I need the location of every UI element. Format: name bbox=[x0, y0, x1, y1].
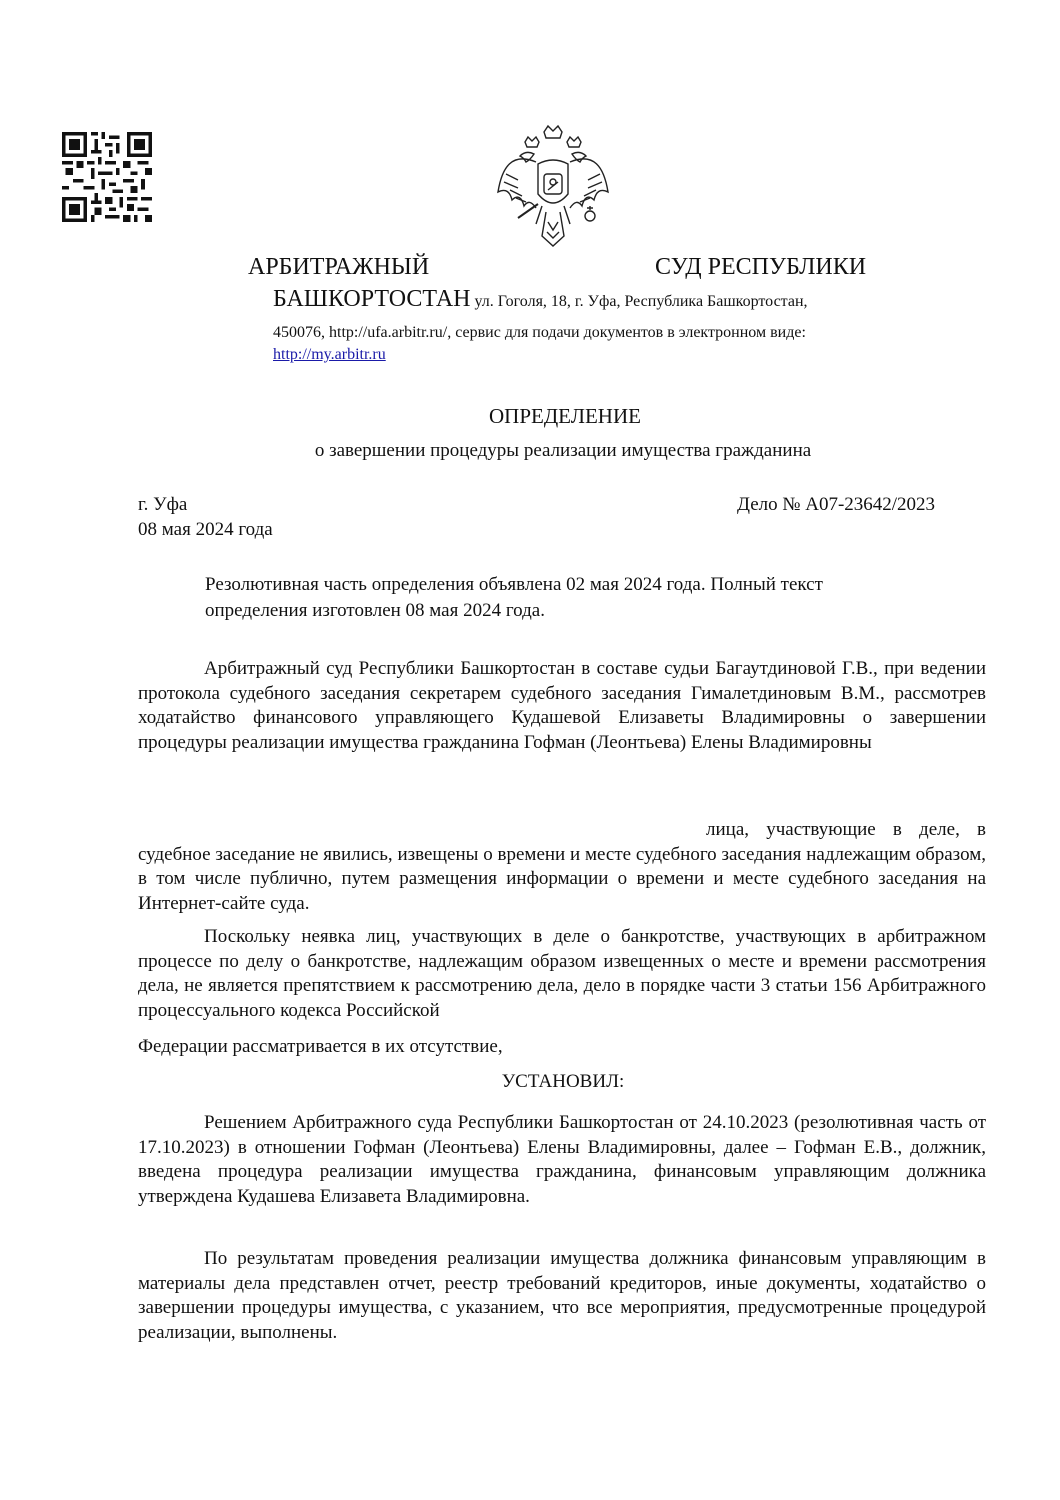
court-name-part1: АРБИТРАЖНЫЙ bbox=[248, 254, 430, 280]
paragraph-absence-end: Федерации рассматривается в их отсутствие, bbox=[138, 1036, 503, 1057]
place: г. Уфа bbox=[138, 494, 188, 515]
paragraph-results: По результатам проведения реализации имущества должника финансовым управляющим в материалы дела представлен отчет, реестр требований кредиторов, иные документы, ходатайство о завершении процедуры имущества, с указанием, что все мероприятия, предусмотренные процедурой реализации, выполнены. bbox=[138, 1248, 986, 1343]
paragraph-decision: Решением Арбитражного суда Республики Башкортостан от 24.10.2023 (резолютивная часть от 17.10.2023) в отношении Гофман (Леонтьева) Елены Владимировны, далее – Гофман Е.В., должник, введена процедура реализации имущества гражданина, финансовым управляющим должника утверждена Кудашева Елизавета Владимировна. bbox=[138, 1112, 986, 1207]
court-name-part2: СУД РЕСПУБЛИКИ bbox=[655, 254, 867, 280]
document-date: 08 мая 2024 года bbox=[138, 519, 273, 540]
announcement-note: Резолютивная часть определения объявлена 02 мая 2024 года. Полный текст определения изготовлен 08 мая 2024 года. bbox=[205, 574, 823, 621]
coat-of-arms-icon bbox=[492, 122, 614, 254]
paragraph-absence: Поскольку неявка лиц, участвующих в деле о банкротстве, участвующих в арбитражном процессе по делу о банкротстве, надлежащим образом извещенных о месте и времени рассмотрения дела, не является препятствием к рассмотрению дела, дело в порядке части 3 статьи 156 Арбитражного процессуального кодекса Российской bbox=[138, 926, 986, 1021]
court-address-block bbox=[273, 288, 883, 313]
paragraph-participants: лица, участвующие в деле, в судебное заседание не явились, извещены о времени и месте судебного заседания надлежащим образом, в том числе публично, путем размещения информации о времени и месте судебного заседания на Интернет-сайте суда. bbox=[138, 819, 986, 914]
case-number: Дело № А07-23642/2023 bbox=[737, 494, 936, 515]
qr-code-icon bbox=[62, 132, 152, 222]
address-line-1: ул. Гоголя, 18, г. Уфа, Республика Башкортостан, bbox=[474, 293, 808, 310]
court-name-region: БАШКОРТОСТАН bbox=[273, 286, 471, 312]
filing-service-link[interactable]: http://my.arbitr.ru bbox=[273, 346, 386, 363]
section-heading-established: УСТАНОВИЛ: bbox=[501, 1071, 625, 1092]
document-title: ОПРЕДЕЛЕНИЕ bbox=[489, 404, 641, 428]
address-line-2: 450076, http://ufa.arbitr.ru/, сервис для подачи документов в электронном виде: bbox=[273, 324, 806, 341]
paragraph-composition: Арбитражный суд Республики Башкортостан в составе судьи Багаутдиновой Г.В., при ведении протокола судебного заседания секретарем судебного заседания Гималетдиновым В.М., рассмотрев ходатайство финансового управляющего Кудашевой Елизаветы Владимировны о завершении процедуры реализации имущества гражданина Гофман (Леонтьева) Елены Владимировны bbox=[138, 658, 986, 753]
document-subtitle: о завершении процедуры реализации имущества гражданина bbox=[314, 440, 812, 461]
